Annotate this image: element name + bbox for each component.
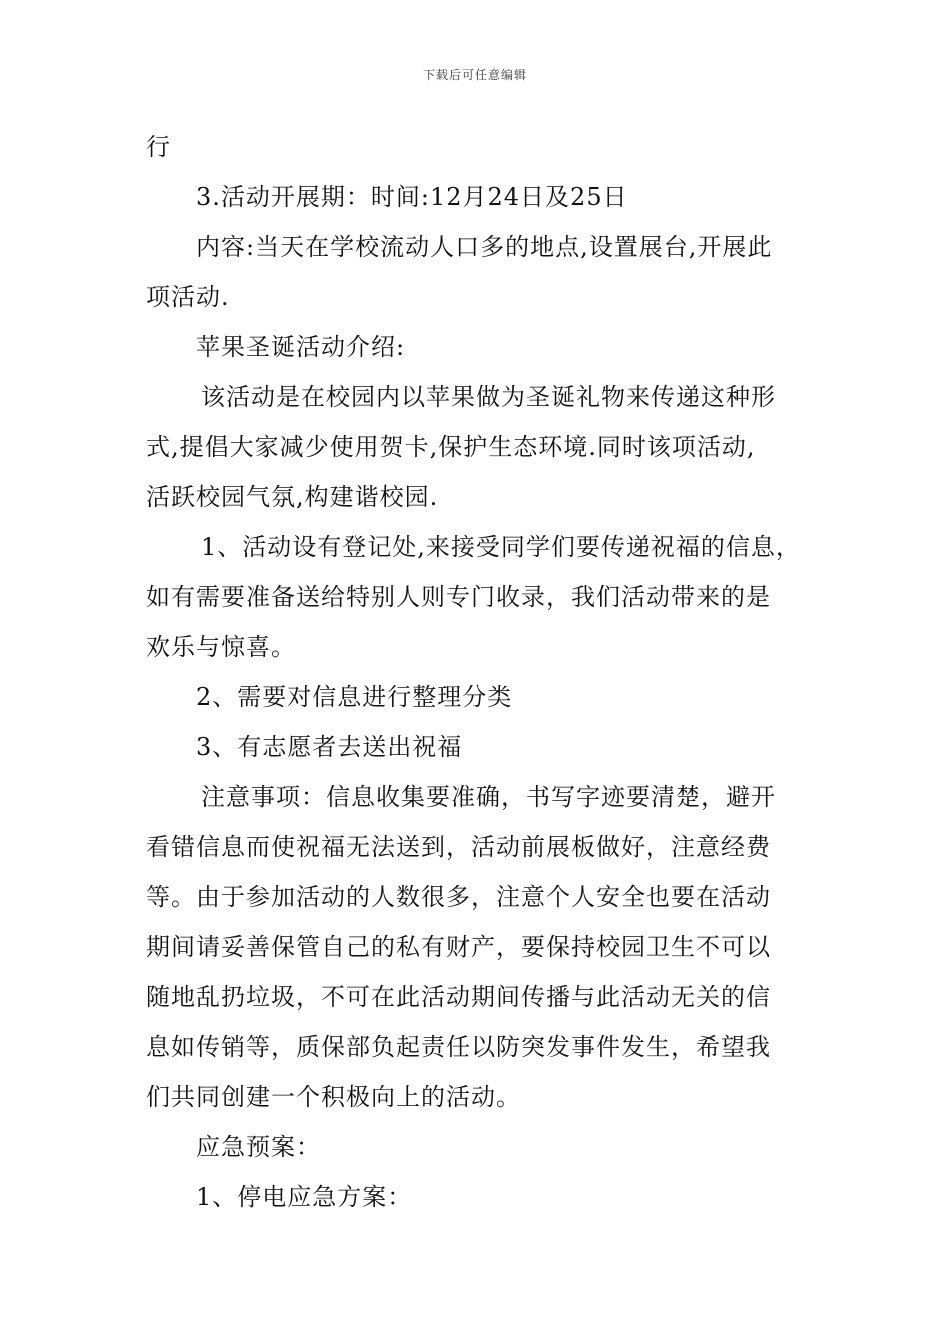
paragraph-line: 如有需要准备送给特别人则专门收录，我们活动带来的是	[146, 583, 771, 611]
paragraph-line: 式,提倡大家减少使用贺卡,保护生态环境.同时该项活动,	[146, 433, 756, 461]
paragraph-line: 等。由于参加活动的人数很多，注意个人安全也要在活动	[146, 883, 771, 911]
paragraph-line: 该活动是在校园内以苹果做为圣诞礼物来传递这种形	[201, 383, 776, 411]
paragraph-line: 3.活动开展期：时间:12月24日及25日	[196, 183, 628, 211]
page-header: 下载后可任意编辑	[422, 68, 527, 82]
paragraph-line: 内容:当天在学校流动人口多的地点,设置展台,开展此	[196, 233, 773, 261]
paragraph-line: 活跃校园气氛,构建谐校园.	[146, 483, 439, 511]
paragraph-line: 项活动.	[146, 283, 230, 311]
paragraph-line: 注意事项：信息收集要准确，书写字迹要清楚，避开	[201, 783, 776, 811]
paragraph-line: 应急预案：	[196, 1133, 321, 1161]
paragraph-line: 欢乐与惊喜。	[146, 633, 296, 661]
paragraph-line: 1、活动设有登记处,来接受同学们要传递祝福的信息，	[201, 533, 801, 561]
paragraph-line: 2、需要对信息进行整理分类	[196, 683, 513, 711]
paragraph-line: 苹果圣诞活动介绍:	[196, 333, 406, 361]
paragraph-line: 3、有志愿者去送出祝福	[196, 733, 463, 761]
paragraph-line: 1、停电应急方案：	[196, 1183, 413, 1211]
paragraph-line: 们共同创建一个积极向上的活动。	[146, 1083, 521, 1111]
paragraph-line: 看错信息而使祝福无法送到，活动前展板做好，注意经费	[146, 833, 771, 861]
paragraph-line: 行	[146, 133, 171, 161]
paragraph-line: 期间请妥善保管自己的私有财产，要保持校园卫生不可以	[146, 933, 771, 961]
paragraph-line: 息如传销等，质保部负起责任以防突发事件发生，希望我	[146, 1033, 771, 1061]
paragraph-line: 随地乱扔垃圾，不可在此活动期间传播与此活动无关的信	[146, 983, 771, 1011]
document-body	[146, 122, 818, 1222]
